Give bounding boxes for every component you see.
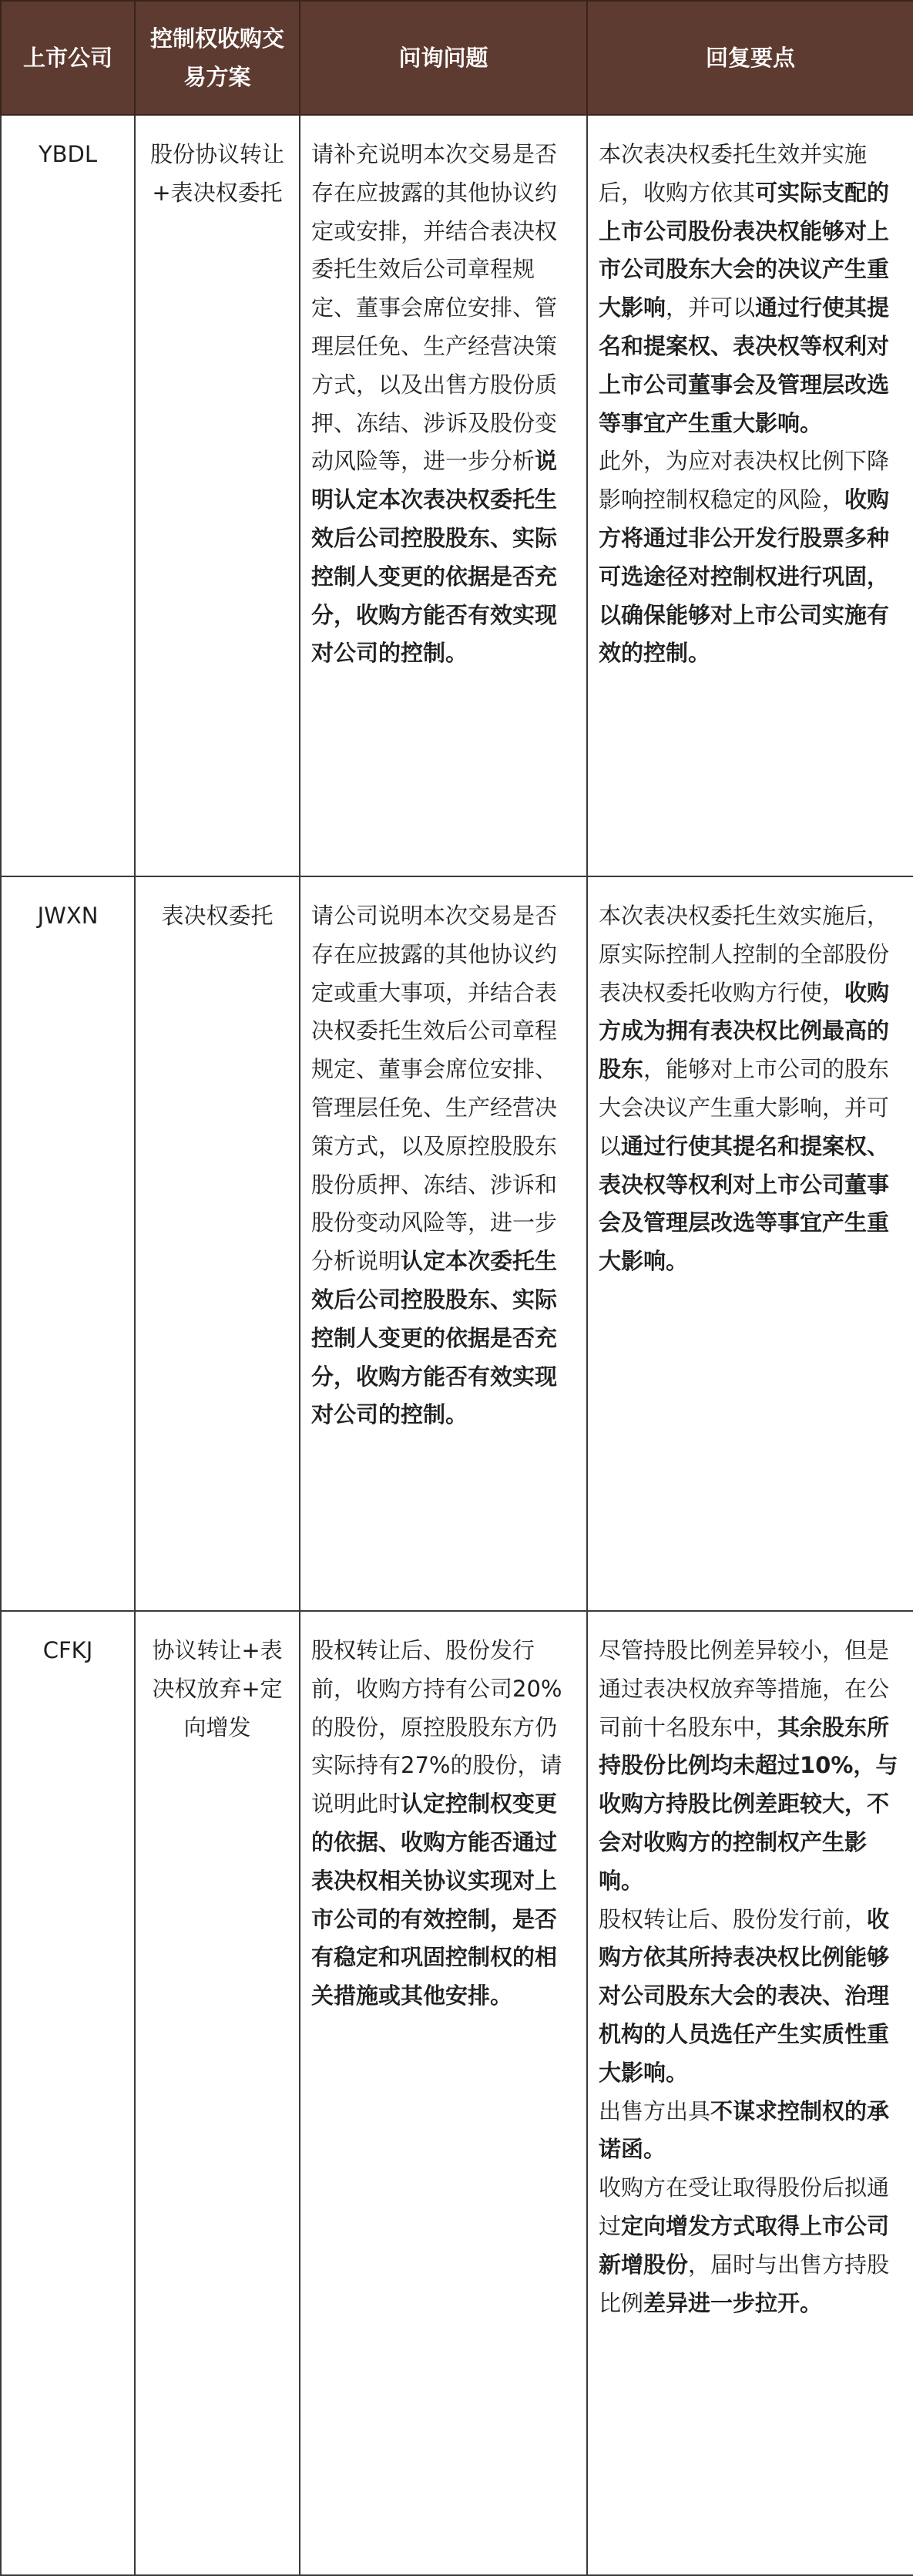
question-cell	[300, 115, 587, 876]
answer-paragraph	[599, 2169, 902, 2322]
company-cell: YBDL	[1, 115, 135, 876]
question-text: 股权转让后、股份发行前，收购方持有公司20%的股份，原控股股东方仍实际持有27%的股份，请说明此时	[311, 1637, 562, 1818]
answer-text: 本次表决权委托生效并实施后，收购方依其	[599, 141, 868, 206]
answer-text-bold: 其余股东所持股份比例均未超过10%，与收购方持股比例差距较大，不会对收购方的控制权产生影响。	[599, 1713, 898, 1894]
question-paragraph	[311, 1632, 576, 2016]
answer-text: 收购方在受让取得股份后拟通过	[599, 2174, 890, 2239]
answer-paragraph	[599, 1901, 902, 2093]
answer-cell	[587, 1611, 913, 2575]
question-cell	[300, 1611, 587, 2575]
answer-text-bold: 通过行使其提名和提案权、表决权等权利对上市公司董事会及管理层改选等事宜产生重大影响。	[599, 1132, 890, 1275]
question-text-bold: 说明认定本次表决权委托生效后公司控股股东、实际控制人变更的依据是否充分，收购方能否有效实现对公司的控制。	[311, 448, 558, 667]
answer-text: 股权转让后、股份发行前，	[599, 1905, 868, 1932]
answer-text: 尽管持股比例差异较小，但是通过表决权放弃等措施，在公司前十名股东中，	[599, 1637, 890, 1740]
question-paragraph	[311, 136, 576, 673]
header-row	[1, 1, 913, 115]
answer-cell	[587, 115, 913, 876]
answer-paragraph	[599, 442, 902, 673]
question-paragraph	[311, 897, 576, 1434]
answer-text: 此外，为应对表决权比例下降影响控制权稳定的风险，	[599, 448, 890, 513]
answer-paragraph	[599, 897, 902, 1281]
answer-text-bold: 通过行使其提名和提案权、表决权等权利对上市公司董事会及管理层改选等事宜产生重大影响。	[599, 294, 890, 436]
answer-text-bold: 收购方将通过非公开发行股票多种可选途径对控制权进行巩固，以确保能够对上市公司实施有效的控制。	[599, 486, 890, 667]
company-cell: JWXN	[1, 876, 135, 1611]
question-text: 请公司说明本次交易是否存在应披露的其他协议约定或重大事项，并结合表决权委托生效后公司章程规定、董事会席位安排、管理层任免、生产经营决策方式，以及原控股股东股份质押、冻结、涉诉和股份变动风险等，进一步分析说明	[311, 903, 558, 1275]
table-row	[1, 876, 913, 1611]
plan-cell: 协议转让+表决权放弃+定向增发	[135, 1611, 300, 2575]
answer-text-bold: 可实际支配的上市公司股份表决权能够对上市公司股东大会的决议产生重大影响	[599, 179, 890, 321]
answer-paragraph	[599, 2093, 902, 2170]
header-plan: 控制权收购交易方案	[135, 1, 300, 115]
answer-paragraph	[599, 1632, 902, 1901]
answer-text-bold: 收购方依其所持表决权比例能够对公司股东大会的表决、治理机构的人员选任产生实质性重大影响。	[599, 1905, 890, 2086]
header-answer: 回复要点	[587, 1, 913, 115]
answer-paragraph	[599, 136, 902, 442]
answer-text-bold: 差异进一步拉开。	[643, 2289, 823, 2316]
answer-text: ，届时与出售方持股比例	[599, 2251, 890, 2316]
plan-cell: 表决权委托	[135, 876, 300, 1611]
company-cell: CFKJ	[1, 1611, 135, 2575]
plan-cell: 股份协议转让+表决权委托	[135, 115, 300, 876]
question-cell	[300, 876, 587, 1611]
answer-text: 出售方出具	[599, 2097, 711, 2124]
table-row	[1, 1611, 913, 2575]
question-text-bold: 认定本次委托生效后公司控股股东、实际控制人变更的依据是否充分，收购方能否有效实现对公司的控制。	[311, 1248, 558, 1428]
answer-text-bold: 不谋求控制权的承诺函。	[599, 2097, 890, 2163]
table-row	[1, 115, 913, 876]
answer-text-bold: 收购方成为拥有表决权比例最高的股东	[599, 979, 890, 1083]
header-question: 问询问题	[300, 1, 587, 115]
answer-text: 本次表决权委托生效实施后，原实际控制人控制的全部股份表决权委托收购方行使，	[599, 903, 890, 1006]
answer-text: ，能够对上市公司的股东大会决议产生重大影响，并可以	[599, 1056, 890, 1159]
question-text-bold: 认定控制权变更的依据、收购方能否通过表决权相关协议实现对上市公司的有效控制，是否有稳定和巩固控制权的相关措施或其他安排。	[311, 1791, 558, 2009]
header-company: 上市公司	[1, 1, 135, 115]
question-text: 请补充说明本次交易是否存在应披露的其他协议约定或安排，并结合表决权委托生效后公司章程规定、董事会席位安排、管理层任免、生产经营决策方式，以及出售方股份质押、冻结、涉诉及股份变动风险等，进一步分析	[311, 141, 558, 475]
answer-text-bold: 定向增发方式取得上市公司新增股份	[599, 2212, 890, 2278]
answer-cell	[587, 876, 913, 1611]
answer-text: ，并可以	[666, 294, 756, 321]
